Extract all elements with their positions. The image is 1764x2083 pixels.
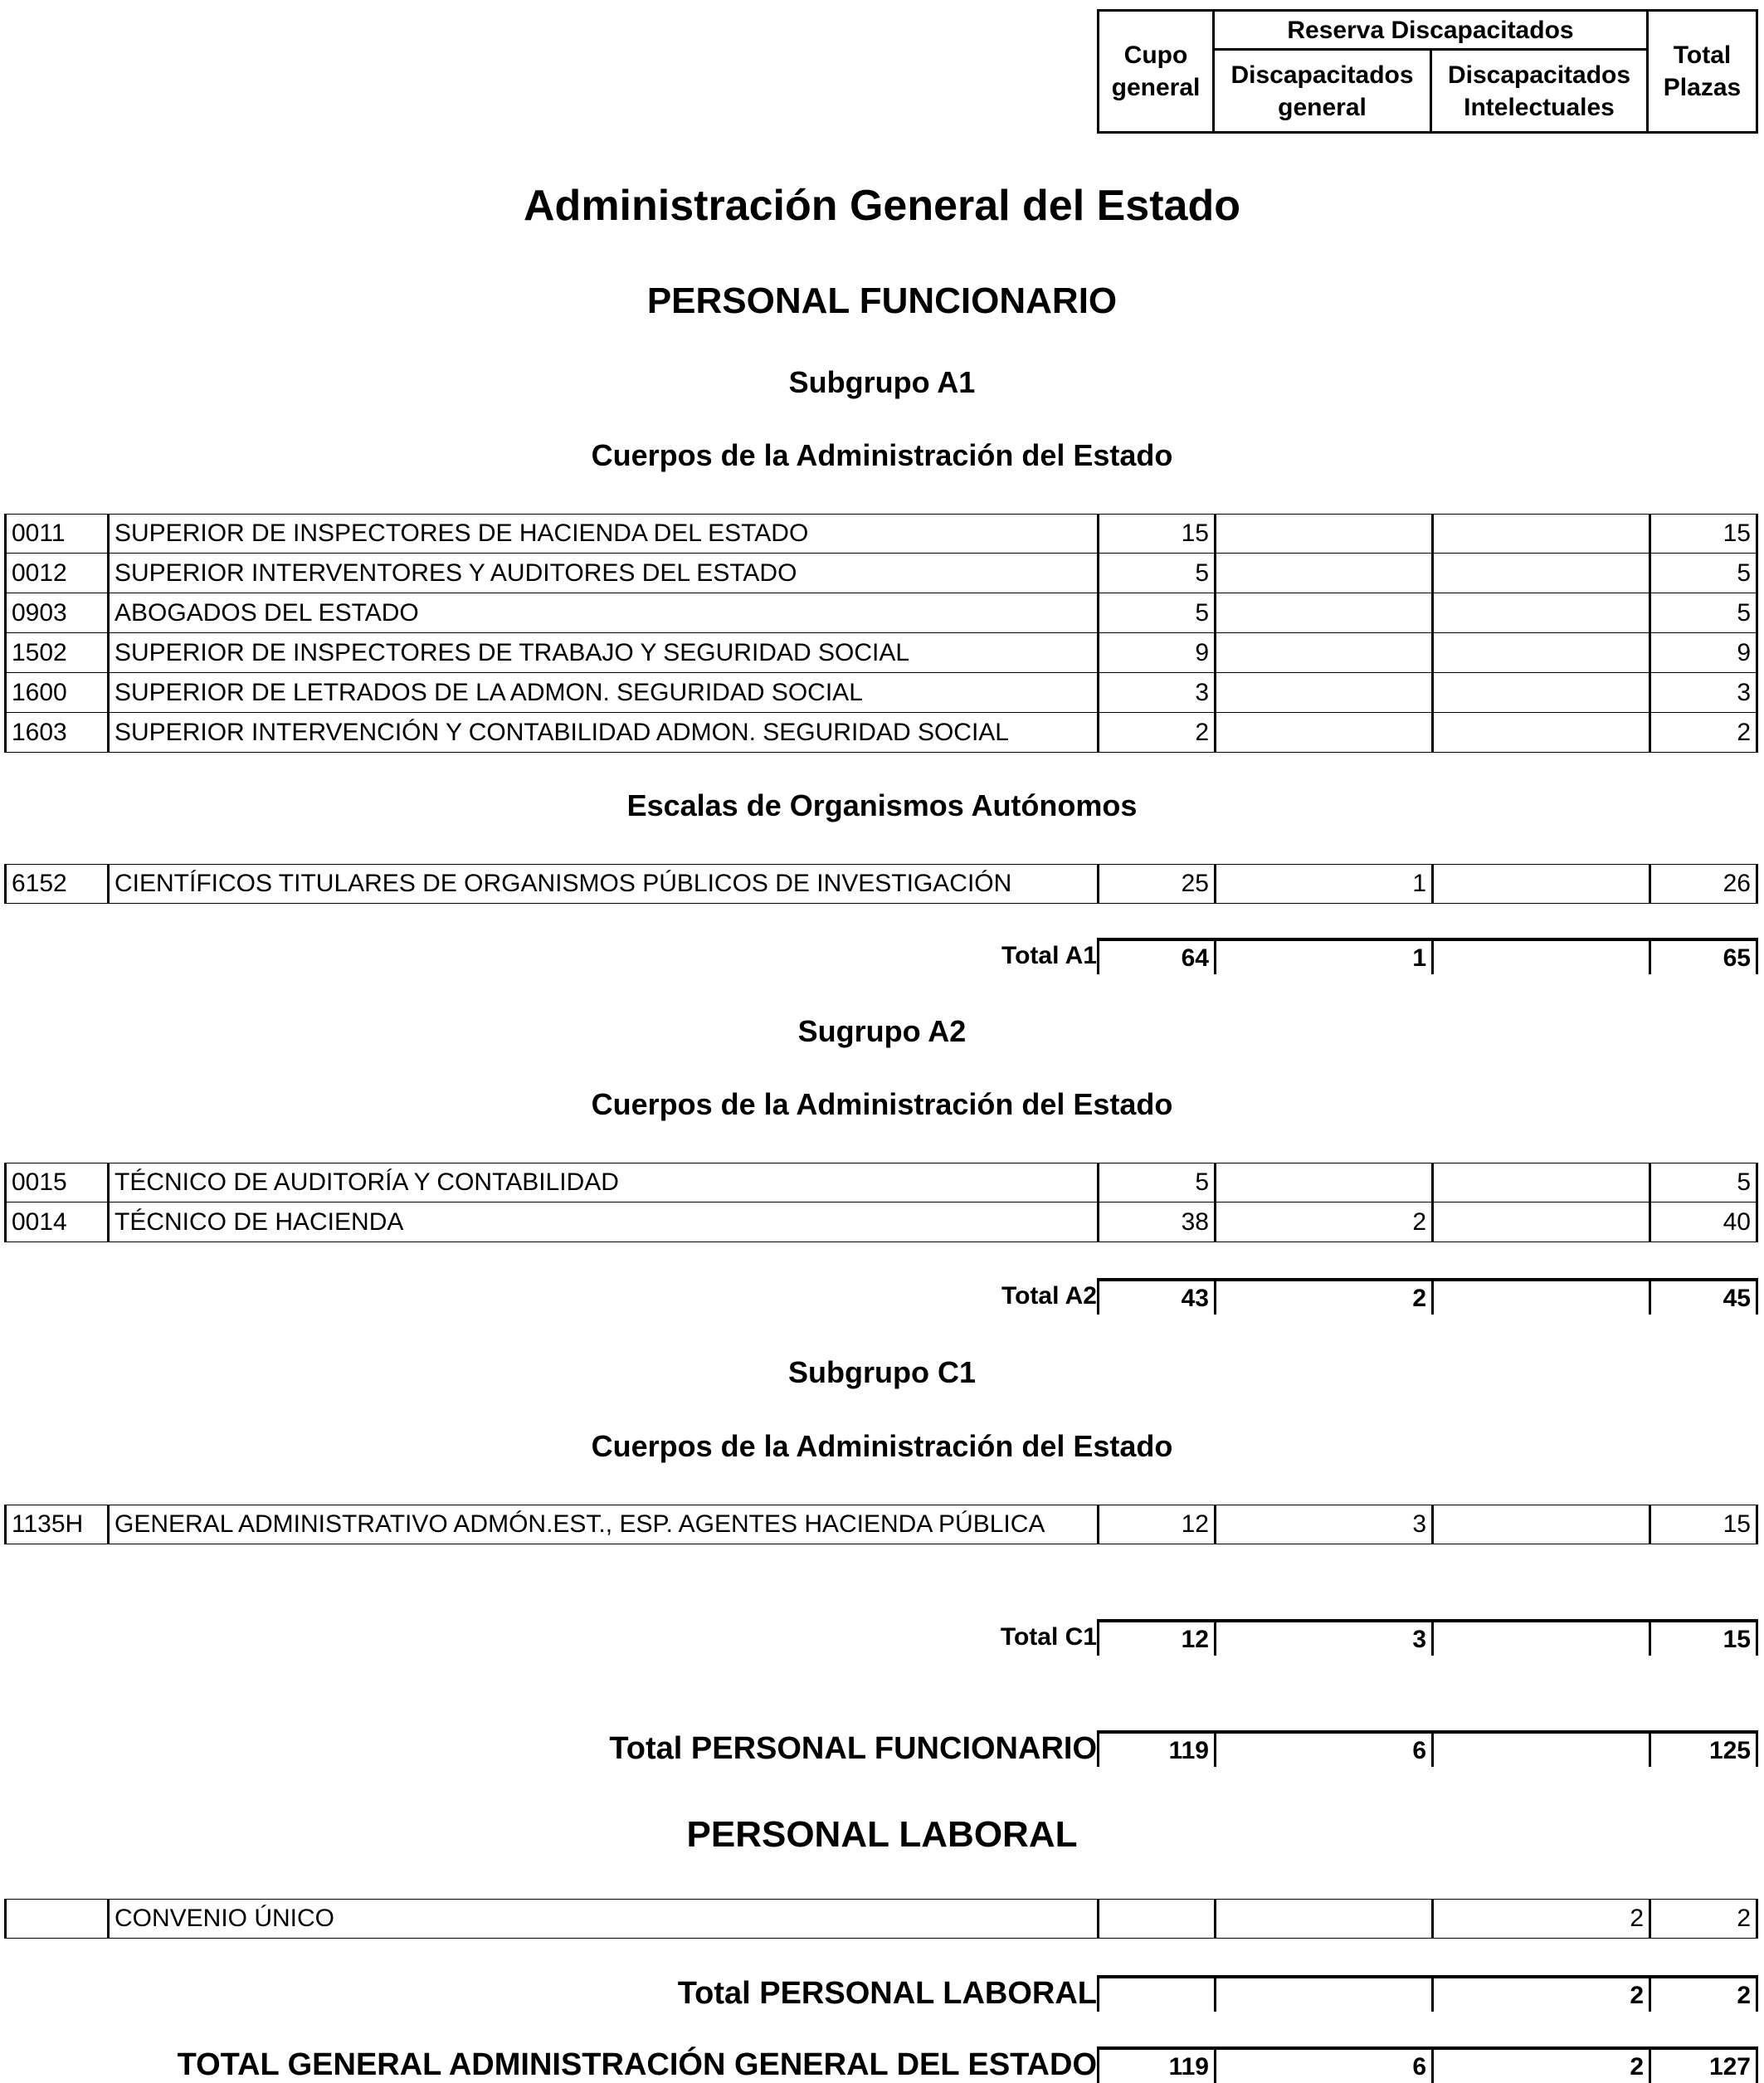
total-row-a2 [0,1278,1764,1315]
category-heading-a1-cuerpos: Cuerpos de la Administración del Estado [591,438,1173,472]
table-row [4,593,1758,633]
total-disc-intelectuales [1431,1619,1649,1656]
row-name: SUPERIOR DE INSPECTORES DE TRABAJO Y SEGURIDAD SOCIAL [107,633,1101,672]
row-code: 0015 [4,1163,107,1202]
row-total-plazas: 3 [1649,673,1758,712]
row-code: 1603 [4,713,107,752]
grand-total-cupo-general: 119 [1097,2046,1214,2083]
row-name: CIENTÍFICOS TITULARES DE ORGANISMOS PÚBLICOS DE INVESTIGACIÓN [107,865,1101,903]
table-row [4,1505,1758,1544]
total-cupo-general: 119 [1097,1730,1214,1767]
category-heading-a1-escalas: Escalas de Organismos Autónomos [626,788,1138,822]
table-row [4,1163,1758,1202]
row-disc-intelectuales [1431,554,1649,593]
row-name: SUPERIOR INTERVENCIÓN Y CONTABILIDAD ADMON. SEGURIDAD SOCIAL [107,713,1101,752]
table-row [4,864,1758,904]
row-total-plazas: 2 [1649,713,1758,752]
subgroup-heading-c1: Subgrupo C1 [788,1355,976,1389]
grand-total-row [0,2046,1764,2083]
row-cupo-general: 2 [1097,713,1214,752]
row-disc-intelectuales [1431,865,1649,903]
row-name: SUPERIOR DE LETRADOS DE LA ADMON. SEGURIDAD SOCIAL [107,673,1101,712]
row-disc-general [1214,673,1431,712]
total-disc-general [1214,1975,1431,2012]
table-c1-cuerpos [4,1505,1758,1544]
section-heading-laboral: PERSONAL LABORAL [686,1814,1078,1855]
row-cupo-general: 38 [1097,1202,1214,1242]
row-disc-general [1214,554,1431,593]
row-name: CONVENIO ÚNICO [107,1900,1101,1938]
row-code: 0014 [4,1202,107,1242]
row-disc-intelectuales [1431,1202,1649,1242]
row-disc-general [1214,713,1431,752]
row-disc-intelectuales [1431,515,1649,553]
row-cupo-general: 3 [1097,673,1214,712]
row-disc-general: 2 [1214,1202,1431,1242]
total-cupo-general: 64 [1097,938,1214,974]
row-total-plazas: 9 [1649,633,1758,672]
total-cupo-general [1097,1975,1214,2012]
row-disc-intelectuales [1431,673,1649,712]
row-code: 6152 [4,865,107,903]
section-heading-funcionario: PERSONAL FUNCIONARIO [646,280,1118,321]
grand-total-plazas: 127 [1649,2046,1758,2083]
header-discapacitados-general: Discapacitados general [1215,51,1432,131]
row-disc-intelectuales [1431,1163,1649,1202]
total-plazas: 65 [1649,938,1758,974]
total-plazas: 125 [1649,1730,1758,1767]
page-title: Administración General del Estado [524,182,1240,230]
table-row [4,1899,1758,1939]
table-row [4,514,1758,554]
row-disc-general [1214,515,1431,553]
row-disc-intelectuales [1431,633,1649,672]
header-total-plazas: Total Plazas [1663,41,1742,101]
grand-total-disc-intelectuales: 2 [1431,2046,1649,2083]
row-name: SUPERIOR INTERVENTORES Y AUDITORES DEL ESTADO [107,554,1101,593]
total-disc-intelectuales [1431,1730,1649,1767]
row-disc-intelectuales [1431,713,1649,752]
header-discapacitados-intelectuales: Discapacitados Intelectuales [1432,51,1649,131]
table-row [4,713,1758,753]
total-label: Total A1 [1001,942,1097,969]
row-total-plazas: 15 [1649,515,1758,553]
row-code: 1600 [4,673,107,712]
row-cupo-general: 5 [1097,554,1214,593]
row-cupo-general: 25 [1097,865,1214,903]
row-name: TÉCNICO DE HACIENDA [107,1202,1101,1242]
row-code [4,1900,107,1938]
total-disc-general: 3 [1214,1619,1431,1656]
table-laboral [4,1899,1758,1939]
grand-total-disc-general: 6 [1214,2046,1431,2083]
row-total-plazas: 5 [1649,554,1758,593]
category-heading-c1-cuerpos: Cuerpos de la Administración del Estado [591,1429,1173,1463]
table-a1-escalas [4,864,1758,904]
total-disc-intelectuales: 2 [1431,1975,1649,2012]
row-cupo-general: 15 [1097,515,1214,553]
table-row [4,633,1758,673]
row-name: ABOGADOS DEL ESTADO [107,593,1101,632]
table-row [4,554,1758,593]
total-disc-general: 1 [1214,938,1431,974]
row-disc-general: 3 [1214,1505,1431,1544]
row-total-plazas: 26 [1649,865,1758,903]
row-code: 1135H [4,1505,107,1544]
row-name: TÉCNICO DE AUDITORÍA Y CONTABILIDAD [107,1163,1101,1202]
total-label: Total A2 [1001,1282,1097,1310]
row-name: SUPERIOR DE INSPECTORES DE HACIENDA DEL ESTADO [107,515,1101,553]
row-disc-intelectuales [1431,593,1649,632]
row-disc-general [1214,1163,1431,1202]
table-a2-cuerpos [4,1163,1758,1242]
row-cupo-general: 5 [1097,1163,1214,1202]
row-total-plazas: 5 [1649,1163,1758,1202]
row-disc-intelectuales: 2 [1431,1900,1649,1938]
total-disc-general: 2 [1214,1278,1431,1315]
total-label: Total C1 [1000,1623,1097,1651]
total-plazas: 15 [1649,1619,1758,1656]
row-cupo-general: 9 [1097,633,1214,672]
row-total-plazas: 40 [1649,1202,1758,1242]
header-reserva-discapacitados: Reserva Discapacitados [1215,12,1649,51]
total-row-a1 [0,938,1764,974]
row-name: GENERAL ADMINISTRATIVO ADMÓN.EST., ESP. AGENTES HACIENDA PÚBLICA [107,1505,1101,1544]
row-disc-general [1214,1900,1431,1938]
row-cupo-general [1097,1900,1214,1938]
subgroup-heading-a1: Subgrupo A1 [788,365,976,399]
table-row [4,1202,1758,1242]
total-disc-intelectuales [1431,938,1649,974]
total-cupo-general: 43 [1097,1278,1214,1315]
total-disc-intelectuales [1431,1278,1649,1315]
total-plazas: 2 [1649,1975,1758,2012]
row-cupo-general: 5 [1097,593,1214,632]
table-a1-cuerpos [4,514,1758,753]
row-disc-general [1214,633,1431,672]
total-label: Total PERSONAL LABORAL [677,1975,1097,2011]
total-row-personal-funcionario [0,1730,1764,1767]
category-heading-a2-cuerpos: Cuerpos de la Administración del Estado [591,1087,1173,1121]
row-total-plazas: 15 [1649,1505,1758,1544]
row-total-plazas: 5 [1649,593,1758,632]
row-disc-general [1214,593,1431,632]
row-code: 1502 [4,633,107,672]
total-plazas: 45 [1649,1278,1758,1315]
total-row-personal-laboral [0,1975,1764,2012]
row-disc-intelectuales [1431,1505,1649,1544]
row-code: 0903 [4,593,107,632]
total-label: Total PERSONAL FUNCIONARIO [609,1730,1097,1766]
grand-total-label: TOTAL GENERAL ADMINISTRACIÓN GENERAL DEL ESTADO [177,2046,1097,2082]
subgroup-heading-a2: Sugrupo A2 [797,1014,967,1048]
row-total-plazas: 2 [1649,1900,1758,1938]
column-header-box [1097,9,1758,134]
total-cupo-general: 12 [1097,1619,1214,1656]
table-row [4,673,1758,713]
row-disc-general: 1 [1214,865,1431,903]
total-row-c1 [0,1619,1764,1656]
row-cupo-general: 12 [1097,1505,1214,1544]
header-cupo-general: Cupo general [1099,12,1215,131]
total-disc-general: 6 [1214,1730,1431,1767]
row-code: 0012 [4,554,107,593]
row-code: 0011 [4,515,107,553]
